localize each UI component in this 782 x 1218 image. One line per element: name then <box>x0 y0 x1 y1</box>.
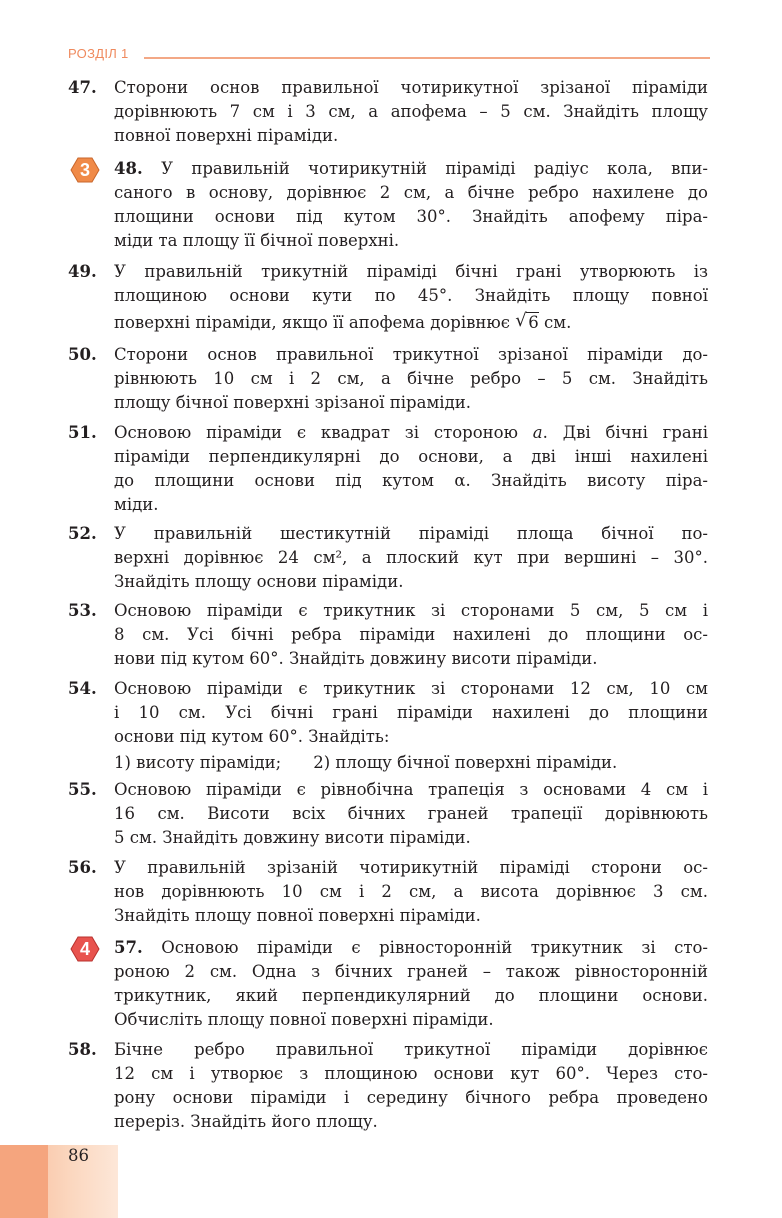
text-line <box>114 421 708 445</box>
variable-a: a <box>532 423 543 442</box>
text-line: саного в основу, дорівнює 2 см, а бічне ребро нахилене до <box>114 183 708 202</box>
text-line: Бічне ребро правильної трикутної піраміди дорівнює <box>114 1040 708 1059</box>
page-number: 86 <box>68 1146 89 1165</box>
section-label: РОЗДІЛ 1 <box>68 46 129 61</box>
text-line: У правильній чотирикутній піраміді радіус кола, впи- <box>161 159 709 178</box>
problem-text <box>114 677 708 775</box>
text-line: трикутник, який перпендикулярний до площини основи. <box>114 986 708 1005</box>
problem-text <box>114 421 708 517</box>
text-line: У правильній зрізаній чотирикутній піраміді сторони ос- <box>114 858 708 877</box>
badge-level: 4 <box>79 939 90 959</box>
text-line: рівнюють 10 см і 2 см, а бічне ребро – 5 см. Знайдіть <box>114 369 708 388</box>
problem-number: 55. <box>68 780 97 799</box>
problem-number: 57. <box>114 938 143 957</box>
text-line: Знайдіть площу основи піраміди. <box>114 572 404 591</box>
sub-questions <box>114 751 708 775</box>
problem-number: 50. <box>68 345 97 364</box>
text-line: до площини основи під кутом α. Знайдіть висоту піра- <box>114 471 708 490</box>
text-fragment: . Дві бічні грані <box>542 423 708 442</box>
text-line: і 10 см. Усі бічні грані піраміди нахилені до площини <box>114 703 708 722</box>
problem-number: 51. <box>68 423 97 442</box>
footer-band <box>0 1145 48 1218</box>
problem-number: 49. <box>68 262 97 281</box>
text-line: Обчисліть площу повної поверхні піраміди. <box>114 1010 494 1029</box>
problem-text <box>114 936 708 1032</box>
problem-number: 56. <box>68 858 97 877</box>
text-line: повної поверхні піраміди. <box>114 126 339 145</box>
text-line: площини основи під кутом 30°. Знайдіть апофему пірa- <box>114 207 708 226</box>
text-line: 16 см. Висоти всіх бічних граней трапеції дорівнюють <box>114 804 708 823</box>
sub-question-1: 1) висоту піраміди; <box>114 753 282 772</box>
problem-text <box>114 522 708 594</box>
text-line: основи під кутом 60°. Знайдіть: <box>114 727 390 746</box>
radicand: 6 <box>528 313 539 332</box>
text-fragment: поверхні піраміди, якщо її апофема дорівнює <box>114 313 511 332</box>
text-line: верхні дорівнює 24 см², а плоский кут при вершині – 30°. <box>114 548 708 567</box>
problem-number: 53. <box>68 601 97 620</box>
problem-text <box>114 260 708 335</box>
text-line: роною 2 см. Одна з бічних граней – також рівносторонній <box>114 962 708 981</box>
problem-text <box>114 76 708 148</box>
text-line: 12 см і утворює з площиною основи кут 60°. Через сто- <box>114 1064 708 1083</box>
text-line: Основою піраміди є трикутник зі сторонами 12 см, 10 см <box>114 679 708 698</box>
text-line: міди. <box>114 495 159 514</box>
text-line: рону основи піраміди і середину бічного ребра проведено <box>114 1088 708 1107</box>
problem-text <box>114 778 708 850</box>
text-line <box>114 311 708 335</box>
sqrt-expression <box>515 311 539 335</box>
text-line: 8 см. Усі бічні ребра піраміди нахилені до площини ос- <box>114 625 708 644</box>
text-line: Знайдіть площу повної поверхні піраміди. <box>114 906 481 925</box>
text-line: площиною основи кути по 45°. Знайдіть площу повної <box>114 286 708 305</box>
text-fragment: Основою піраміди є квадрат зі стороною <box>114 423 518 442</box>
text-line: У правильній шестикутній піраміді площа бічної по- <box>114 524 708 543</box>
text-line: дорівнюють 7 см і 3 см, а апофема – 5 см. Знайдіть площу <box>114 102 708 121</box>
text-line: міди та площу її бічної поверхні. <box>114 231 400 250</box>
text-line: Основою піраміди є трикутник зі сторонами 5 см, 5 см і <box>114 601 708 620</box>
text-line: Сторони основ правильної чотирикутної зрізаної піраміди <box>114 78 708 97</box>
problem-number: 47. <box>68 78 97 97</box>
text-line: нов дорівнюють 10 см і 2 см, а висота дорівнює 3 см. <box>114 882 708 901</box>
problem-text <box>114 1038 708 1134</box>
sub-question-2: 2) площу бічної поверхні піраміди. <box>313 753 618 772</box>
problem-text <box>114 157 708 253</box>
problem-number: 52. <box>68 524 97 543</box>
text-line: Сторони основ правильної трикутної зрізаної піраміди до- <box>114 345 708 364</box>
text-line: Основою піраміди є рівносторонній трикутник зі сто- <box>161 938 708 957</box>
text-line: піраміди перпендикулярні до основи, а дві інші нахилені <box>114 447 708 466</box>
problem-text <box>114 343 708 415</box>
text-line: У правильній трикутній піраміді бічні грані утворюють із <box>114 262 708 281</box>
text-line: площу бічної поверхні зрізаної піраміди. <box>114 393 471 412</box>
text-line: нови під кутом 60°. Знайдіть довжину висоти піраміди. <box>114 649 598 668</box>
badge-level: 3 <box>79 160 90 180</box>
problem-number: 54. <box>68 679 97 698</box>
text-line: переріз. Знайдіть його площу. <box>114 1112 378 1131</box>
text-line: Основою піраміди є рівнобічна трапеція з основами 4 см і <box>114 780 708 799</box>
text-line: 5 см. Знайдіть довжину висоти піраміди. <box>114 828 471 847</box>
problem-number: 48. <box>114 159 143 178</box>
problem-text <box>114 856 708 928</box>
difficulty-badge <box>70 157 100 183</box>
problem-number: 58. <box>68 1040 97 1059</box>
radical-sign: √ <box>515 310 527 331</box>
problem-text <box>114 599 708 671</box>
text-fragment: см. <box>544 313 572 332</box>
difficulty-badge <box>70 936 100 962</box>
